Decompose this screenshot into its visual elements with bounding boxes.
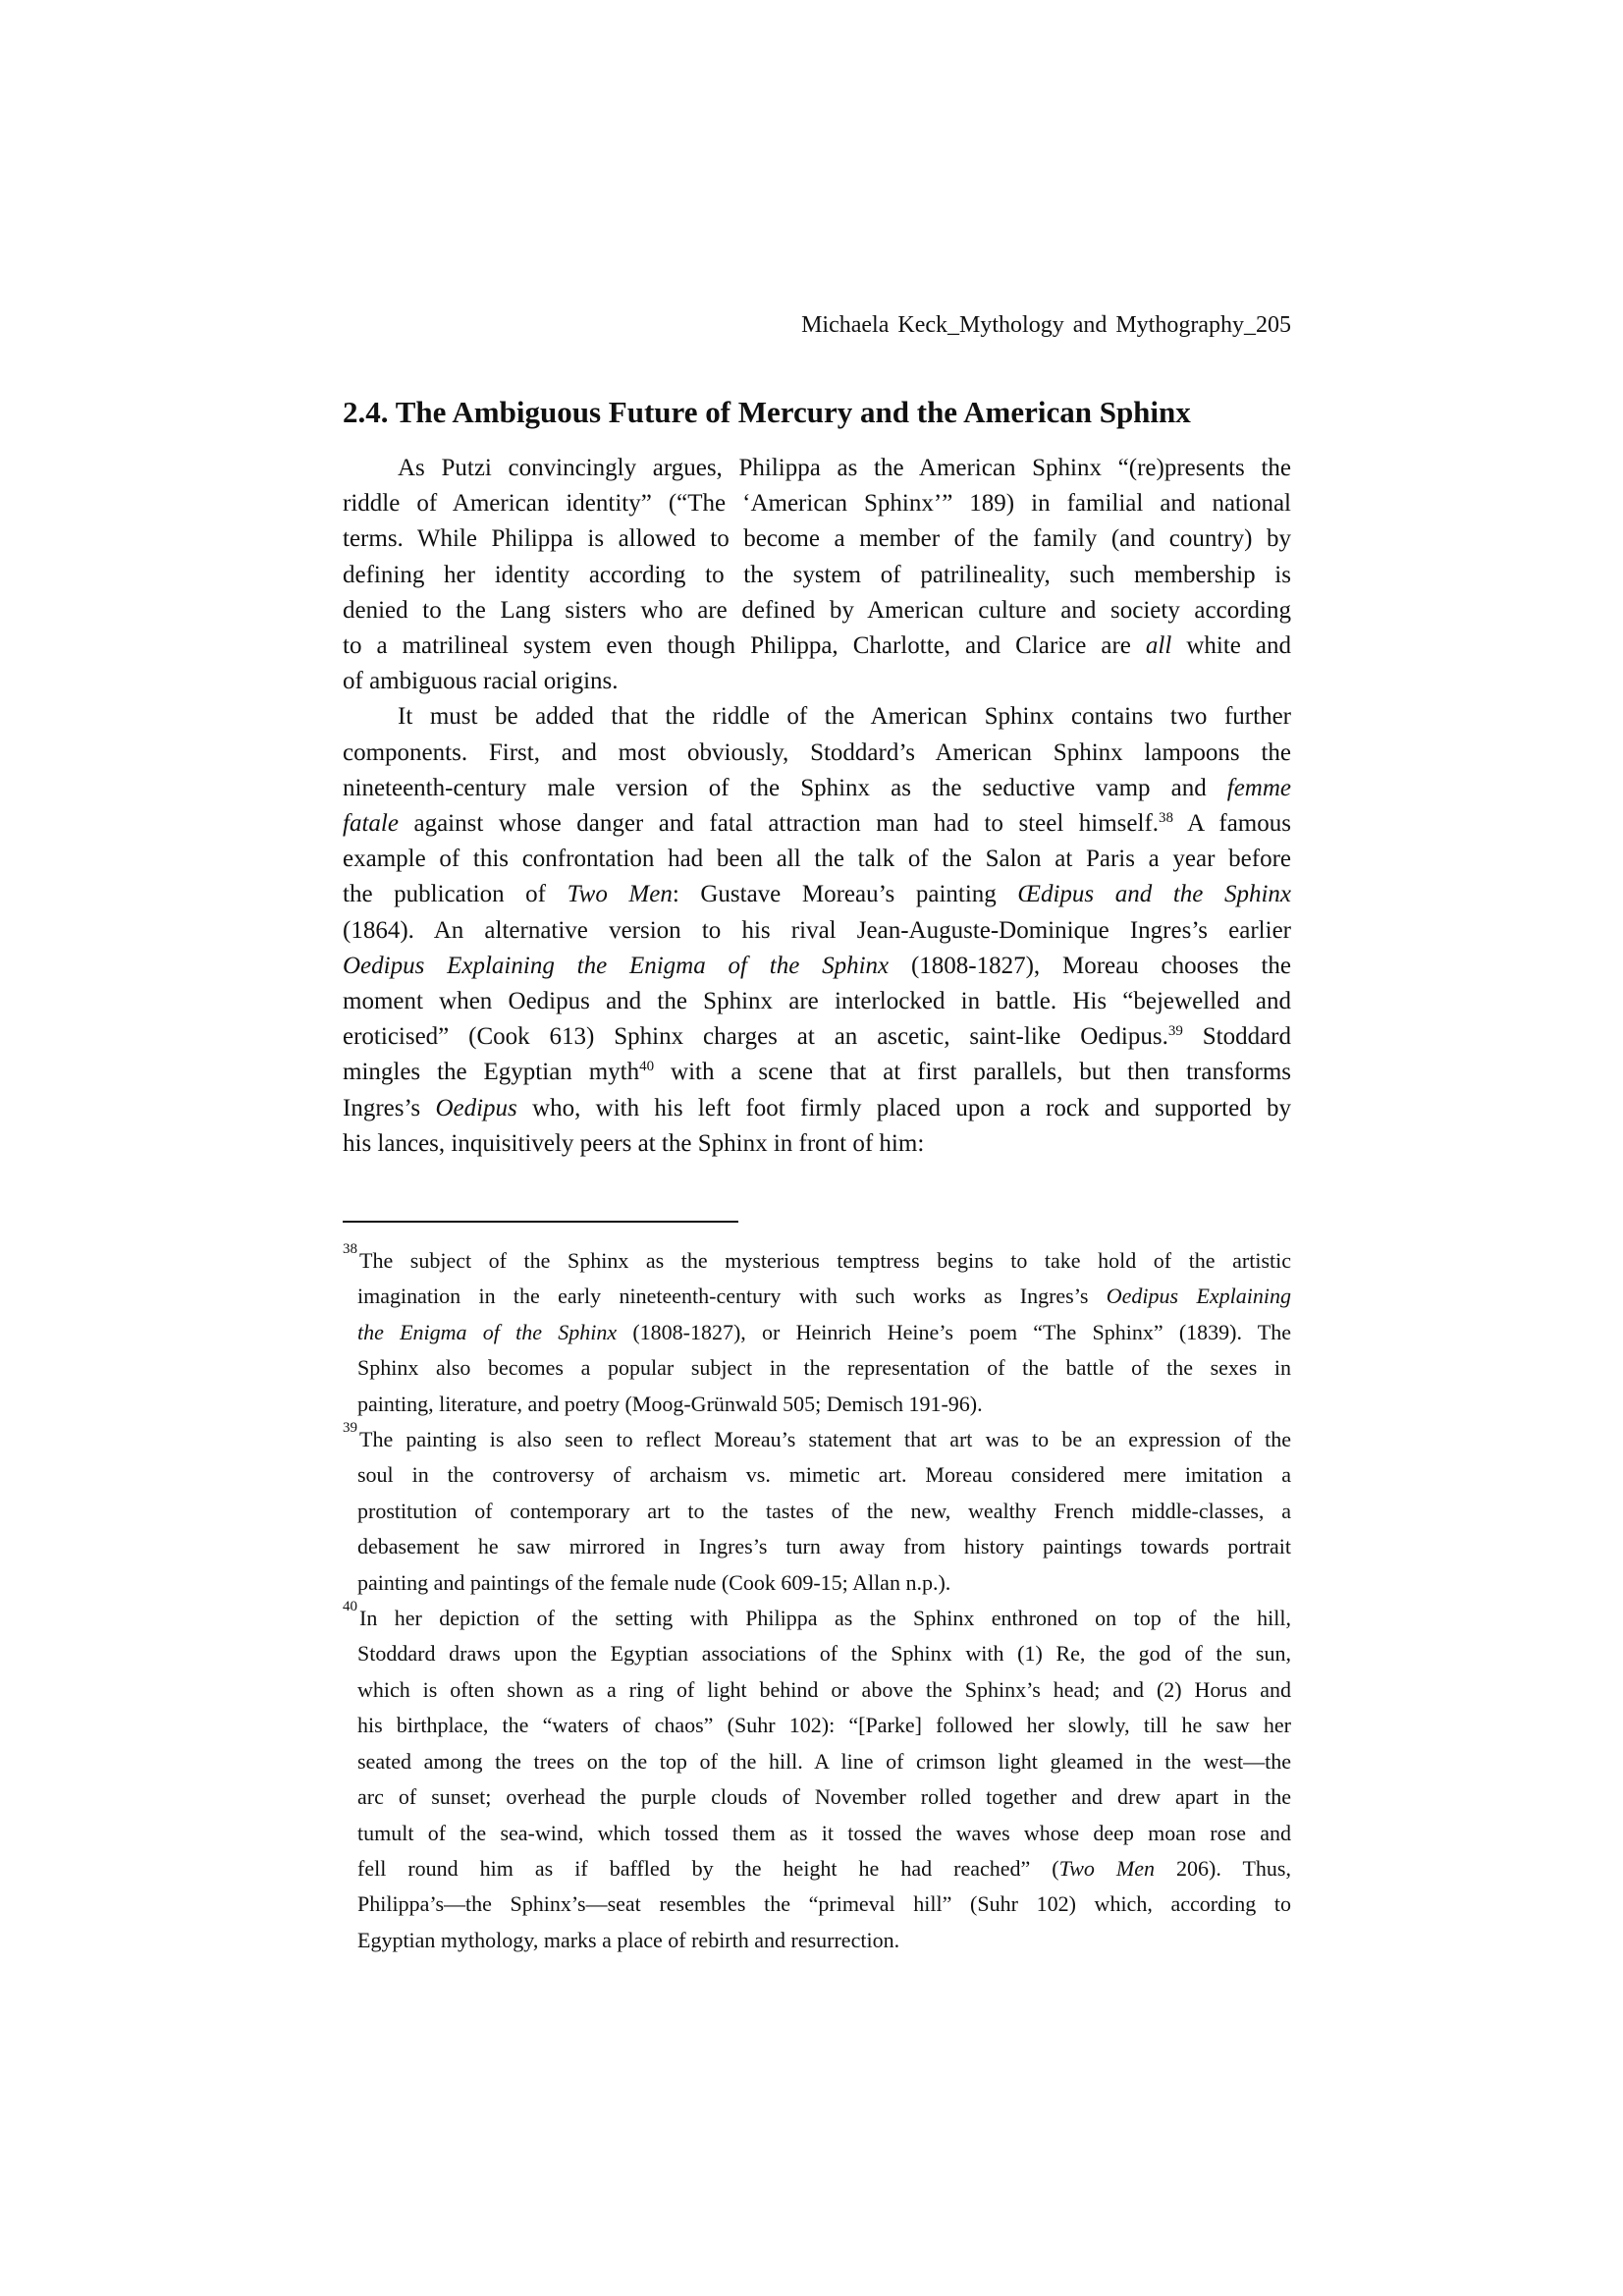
paragraph-line: components. First, and most obviously, Stoddard’s American Sphinx lampoons the (343, 738, 1291, 766)
running-header: Michaela Keck_Mythology and Mythography_205 (801, 312, 1291, 338)
text-run: mingles the Egyptian myth (343, 1059, 640, 1086)
text-run: fell round him as if baffled by the height he had reached” ( (357, 1855, 1059, 1881)
emphasis: Œdipus and the Sphinx (1017, 881, 1291, 908)
text-run: against whose danger and fatal attraction man had to steel himself. (398, 810, 1160, 838)
footnote-line: Egyptian mythology, marks a place of rebirth and resurrection. (357, 1927, 900, 1952)
text-run: the publication of (343, 881, 568, 908)
footnote-39 (343, 1422, 1291, 1601)
paragraph-line: riddle of American identity” (“The ‘American Sphinx’” 189) in familial and national (343, 490, 1291, 518)
footnote-line: his birthplace, the “waters of chaos” (Suhr 102): “[Parke] followed her slowly, till he saw her (357, 1713, 1291, 1738)
emphasis: Oedipus Explaining the Enigma of the Sphinx (343, 952, 890, 979)
footnote-line (357, 1315, 1291, 1350)
footnote-line: painting and paintings of the female nude (Cook 609-15; Allan n.p.). (357, 1569, 951, 1595)
paragraph-line (343, 629, 1291, 664)
emphasis: Two Men (1058, 1855, 1156, 1881)
text-run: Ingres’s (343, 1094, 436, 1121)
footnote-line: arc of sunset; overhead the purple clouds of November rolled together and drew apart in the (357, 1784, 1291, 1810)
text-run: with a scene that at first parallels, but then transforms (654, 1059, 1292, 1086)
text-run: white and (1171, 632, 1292, 660)
footnote-line: seated among the trees on the top of the hill. A line of crimson light gleamed in the west—the (357, 1748, 1291, 1774)
paragraph-line (343, 771, 1291, 806)
paragraph-2 (343, 699, 1291, 1162)
paragraph-line (343, 877, 1291, 912)
footnote-number: 39 (343, 1420, 357, 1437)
footnote-line (357, 1851, 1291, 1886)
paragraph-line (343, 1055, 1291, 1090)
emphasis: Oedipus Explaining (1106, 1284, 1291, 1309)
footnote-line: Philippa’s—the Sphinx’s—seat resembles the “primeval hill” (Suhr 102) which, according to (357, 1891, 1291, 1917)
paragraph-1 (343, 451, 1291, 699)
footnote-40 (343, 1601, 1291, 1958)
text-run: eroticised” (Cook 613) Sphinx charges at an ascetic, saint-like Oedipus. (343, 1023, 1168, 1051)
paragraph-line: terms. While Philippa is allowed to become a member of the family (and country) by (343, 525, 1291, 553)
paragraph-line: As Putzi convincingly argues, Philippa as the American Sphinx “(re)presents the (398, 455, 1291, 481)
paragraph-line (343, 1091, 1291, 1126)
footnote-ref-40[interactable]: 40 (639, 1059, 655, 1075)
paragraph-line: moment when Oedipus and the Sphinx are interlocked in battle. His “bejewelled and (343, 988, 1291, 1015)
text-run: nineteenth-century male version of the Sphinx as the seductive vamp and (343, 774, 1227, 801)
paragraph-line: It must be added that the riddle of the American Sphinx contains two further (398, 703, 1291, 731)
emphasis: femme (1226, 774, 1291, 801)
footnote-ref-39[interactable]: 39 (1167, 1023, 1183, 1040)
footnote-38 (343, 1243, 1291, 1422)
footnotes (343, 1243, 1291, 1958)
emphasis: the Enigma of the Sphinx (357, 1319, 618, 1344)
footnote-line: debasement he saw mirrored in Ingres’s turn away from history paintings towards portrait (357, 1534, 1291, 1559)
paragraph-line (343, 806, 1291, 842)
paragraph-line: defining her identity according to the system of patrilineality, such membership is (343, 561, 1291, 588)
footnote-line: Sphinx also becomes a popular subject in the representation of the battle of the sexes in (357, 1355, 1291, 1381)
footnote-number: 38 (343, 1241, 357, 1257)
section-heading: 2.4. The Ambiguous Future of Mercury and the American Sphinx (343, 395, 1191, 429)
paragraph-line: of ambiguous racial origins. (343, 668, 619, 695)
text-run: who, with his left foot firmly placed upon a rock and supported by (516, 1094, 1291, 1121)
footnote-line (357, 1279, 1291, 1314)
footnote-line: painting, literature, and poetry (Moog-Grünwald 505; Demisch 191-96). (357, 1391, 983, 1416)
footnote-line: prostitution of contemporary art to the tastes of the new, wealthy French middle-classes, a (357, 1498, 1291, 1523)
footnote-line: In her depiction of the setting with Philippa as the Sphinx enthroned on top of the hill, (359, 1606, 1291, 1631)
text-run: (1808-1827), or Heinrich Heine’s poem “The Sphinx” (1839). The (617, 1319, 1292, 1344)
paragraph-line: denied to the Lang sisters who are defined by American culture and society according (343, 596, 1291, 624)
footnote-line: which is often shown as a ring of light behind or above the Sphinx’s head; and (2) Horus and (357, 1676, 1291, 1702)
emphasis: all (1145, 632, 1172, 660)
text-run: : Gustave Moreau’s painting (672, 881, 1018, 908)
paragraph-line (343, 949, 1291, 984)
footnote-line: tumult of the sea-wind, which tossed them as it tossed the waves whose deep moan rose and (357, 1820, 1291, 1845)
text-run: 206). Thus, (1155, 1855, 1291, 1881)
text-run: (1808-1827), Moreau chooses the (889, 952, 1292, 979)
paragraph-line (343, 1019, 1291, 1055)
paragraph-line: (1864). An alternative version to his rival Jean-Auguste-Dominique Ingres’s earlier (343, 916, 1291, 944)
paragraph-line: example of this confrontation had been all the talk of the Salon at Paris a year before (343, 846, 1291, 873)
footnote-number: 40 (343, 1599, 357, 1615)
emphasis: Two Men (567, 881, 673, 908)
footnote-line: soul in the controversy of archaism vs. mimetic art. Moreau considered mere imitation a (357, 1462, 1291, 1488)
paragraph-line: his lances, inquisitively peers at the Sphinx in front of him: (343, 1129, 925, 1157)
emphasis: fatale (343, 810, 399, 838)
footnote-line: The subject of the Sphinx as the mysterious temptress begins to take hold of the artistic (359, 1248, 1291, 1273)
emphasis: Oedipus (435, 1094, 517, 1121)
text-run: Stoddard (1182, 1023, 1292, 1051)
footnote-separator (343, 1221, 738, 1223)
text-run: imagination in the early nineteenth-century with such works as Ingres’s (357, 1284, 1107, 1309)
footnote-line: Stoddard draws upon the Egyptian associations of the Sphinx with (1) Re, the god of the sun, (357, 1641, 1291, 1667)
body-text (343, 451, 1291, 1162)
footnote-ref-38[interactable]: 38 (1159, 810, 1174, 827)
text-run: to a matrilineal system even though Philippa, Charlotte, and Clarice are (343, 632, 1146, 660)
text-run: A famous (1173, 810, 1291, 838)
footnote-line: The painting is also seen to reflect Moreau’s statement that art was to be an expression of the (359, 1427, 1291, 1452)
